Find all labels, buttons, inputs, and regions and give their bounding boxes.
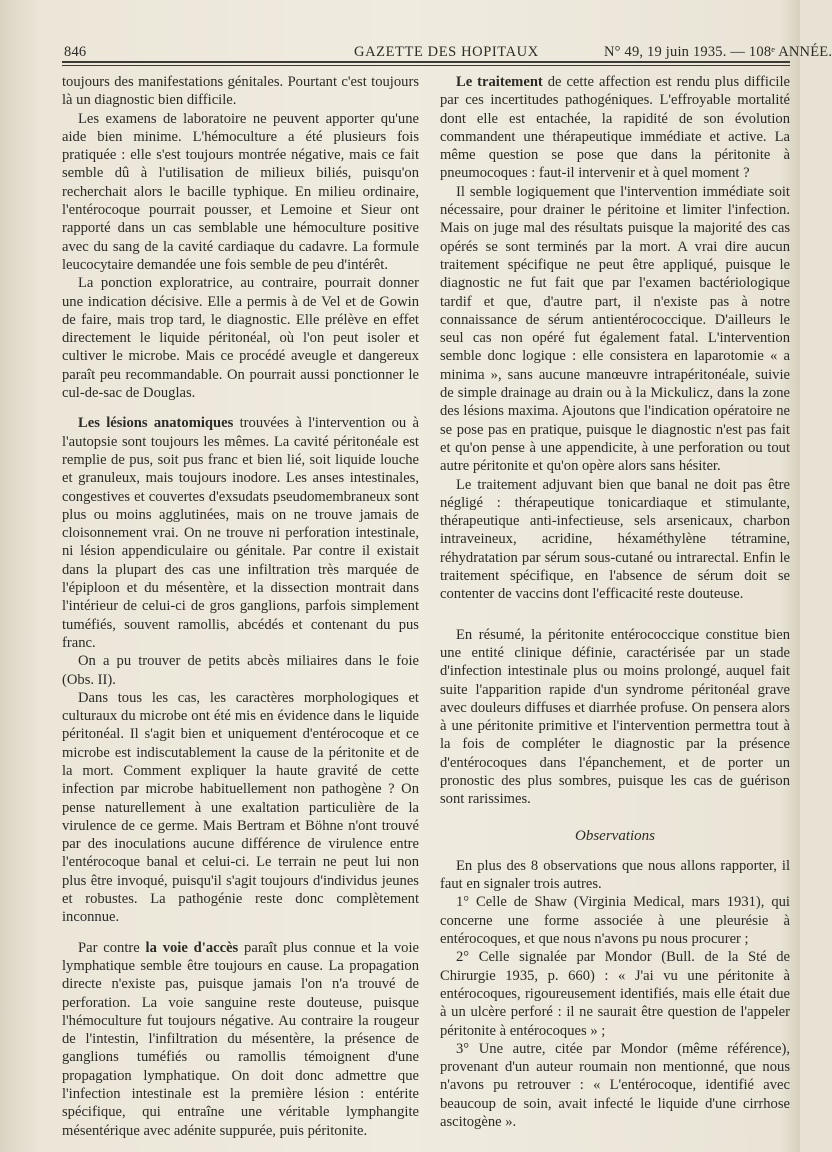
page-header bbox=[64, 36, 832, 62]
paragraph: Dans tous les cas, les caractères morphologiques et culturaux du microbe ont été mis en évidence dans le liquide péritonéal. Il s'agit bien et uniquement d'entérocoque et ce microbe est indiscutablement la cause de la péritonite et de la mort. Comment expliquer la haute gravité de cette infection par microbe habituellement non pathogène ? On pense naturellement à une exaltation particulière de la virulence de ce germe. Mais Bertram et Böhne n'ont trouvé par des inoculations aucune différence de virulence entre l'entérocoque banal et celui-ci. Le terrain ne peut lui non plus être invoqué, puisqu'il s'agit toujours d'individus jeunes et robustes. La pathogénie reste donc complètement inconnue. bbox=[62, 689, 419, 926]
paragraph: Le traitement de cette affection est rendu plus difficile par ces incertitudes pathogéniques. L'effroyable mortalité dont elle est entachée, la rapidité de son évolution commandent une thérapeutique immédiate et active. La même question se pose que dans la péritonite à pneumocoques : faut-il intervenir et à quel moment ? bbox=[440, 74, 791, 182]
paragraph: Le traitement adjuvant bien que banal ne doit pas être négligé : thérapeutique tonicardiaque et stimulante, thérapeutique anti-infectieuse, sels arsenicaux, charbon intraveineux, acridine, héxaméthylène tétramine, réhydratation par sérum sous-cutané ou intrarectal. Enfin le traitement spécifique, en l'absence de sérum doit se contenter de vaccins dont l'efficacité reste douteuse. bbox=[440, 476, 790, 603]
paragraph: toujours des manifestations génitales. Pourtant c'est toujours là un diagnostic bien difficile. bbox=[62, 74, 419, 109]
paragraph: On a pu trouver de petits abcès miliaires dans le foie (Obs. II). bbox=[62, 653, 419, 688]
header-rule-thin bbox=[62, 65, 790, 66]
paragraph: En résumé, la péritonite entérococcique constitue bien une entité clinique définie, caractérisée par un stade d'infection intestinale plus ou moins prolongé, auquel fait suite l'apparition rapide d'un syndrome péritonéal grave avec douleurs diffuses et diarrhée profuse. On pensera alors à une péritonite primitive et l'intervention permettra tout à la fois de compléter le diagnostic par la présence d'entérocoques dans l'épanchement, et de porter un pronostic des plus sombres, puisque les cas de guérison sont rarissimes. bbox=[440, 626, 790, 808]
paragraph: 3° Une autre, citée par Mondor (même référence), provenant d'un auteur roumain non mentionné, que nous n'avons pu retrouver : « L'entérocoque, identifié avec beaucoup de soin, avait infecté le liquide d'une cirrhose ascitogène ». bbox=[440, 1040, 790, 1131]
page-number: 846 bbox=[64, 44, 87, 60]
paragraph: Il semble logiquement que l'intervention immédiate soit nécessaire, pour drainer le péritoine et limiter l'infection. Mais on juge mal des résultats puisque la majorité des cas opérés se sont terminés par la mort. A vrai dire aucun traitement spécifique ne peut être appliqué, puisque le diagnostic ne fut fait que par l'examen bactériologique tardif et que, d'autre part, il n'existe pas à notre connaissance de sérum antientérococcique. D'ailleurs le seul cas non opéré fut également fatal. L'intervention semble donc logique : elle consistera en laparotomie « a minima », sans aucune manœuvre intrapéritonéale, suivie de simple drainage au drain ou à la Mickulicz, dans la zone des lésions maxima. Ajoutons que l'indication opératoire ne se pose pas en pratique, puisque le diagnostic n'est pas fait et qu'on pense à une appendicite, à une perforation ou tout autre péritonite et qu'on opère alors sans hésiter. bbox=[440, 183, 790, 475]
section-heading: la voie d'accès bbox=[145, 939, 239, 956]
header-rule bbox=[62, 61, 790, 63]
section-heading: Les lésions anatomiques bbox=[78, 415, 234, 432]
journal-title: GAZETTE DES HOPITAUX bbox=[354, 44, 539, 60]
issue-info: N° 49, 19 juin 1935. — 108ᵉ ANNÉE. bbox=[604, 44, 832, 60]
observations-heading: Observations bbox=[575, 827, 655, 844]
section-heading: Le traitement bbox=[456, 74, 543, 90]
paragraph: En plus des 8 observations que nous allons rapporter, il faut en signaler trois autres. bbox=[440, 857, 790, 893]
left-column bbox=[62, 73, 419, 1140]
paragraph: La ponction exploratrice, au contraire, pourrait donner une indication décisive. Elle a permis à de Vel et de Gowin de faire, mais trop tard, le diagnostic. Elle prélève en effet directement le liquide péritonéal, où l'on peut isoler et cultiver le microbe. Mais ce procédé aveugle et dangereux paraît peu recommandable. On pourrait aussi ponctionner le cul-de-sac de Douglas. bbox=[62, 275, 419, 402]
paragraph: Les examens de laboratoire ne peuvent apporter qu'une aide bien minime. L'hémoculture a été plusieurs fois pratiquée : elle s'est toujours montrée négative, mais ce fait semble dû à l'utilisation de milieux biliés, puisqu'on recherchait alors le bacille typhique. En milieu ordinaire, l'entérocoque pourrait pousser, et Lemoine et Sieur ont rapporté dans un cas semblable une hémoculture positive avec du sang de la cavité cardiaque du cadavre. La formule leucocytaire demandée une fois semble de peu d'intérêt. bbox=[62, 110, 419, 273]
paragraph: 2° Celle signalée par Mondor (Bull. de la Sté de Chirurgie 1935, p. 660) : « J'ai vu une péritonite à entérocoques, rigoureusement identifiés, mais elle était due à un ulcère perforé : il ne saurait être question de l'appeler péritonite à entérocoques » ; bbox=[440, 949, 790, 1039]
paragraph: 1° Celle de Shaw (Virginia Medical, mars 1931), qui concerne une forme associée à une pleurésie à entérocoques, et que nous n'avons pu nous procurer ; bbox=[440, 894, 790, 948]
paragraph: Par contre la voie d'accès paraît plus connue et la voie lymphatique semble être toujours en cause. La propagation directe n'existe pas, puisque jamais l'on n'a trouvé de perforation. La voie sanguine reste douteuse, puisque l'hémoculture fut toujours négative. Au contraire la rougeur de l'intestin, l'infiltration du mésentère, la présence de ganglions tuméfiés ou ramollis témoignent d'une propagation lymphatique. On doit donc admettre que l'infection intestinale est la première lésion : entérite spécifique, qui entraîne une véritable lymphangite mésentérique avec adénite suppurée, puis péritonite. bbox=[62, 939, 419, 1139]
paragraph: Les lésions anatomiques trouvées à l'intervention ou à l'autopsie sont toujours les mêmes. La cavité péritonéale est remplie de pus, soit pus franc et bien lié, soit liquide louche et granuleux, mais toujours inodore. Les anses intestinales, congestives et couvertes d'exsudats pseudomembraneux sont plus ou moins agglutinées, mais on ne trouve jamais de cloisonnement vrai. On ne trouve ni perforation intestinale, ni lésion appendiculaire ou génitale. Par contre il existait dans la plupart des cas une infiltration très marquée de l'épiploon et du mésentère, et la dissection montrait dans l'intérieur de celui-ci de gros ganglions, parfois simplement tuméfiés, souvent ramollis, abcédés et contenant du pus franc. bbox=[62, 415, 420, 651]
right-column bbox=[440, 73, 790, 1131]
